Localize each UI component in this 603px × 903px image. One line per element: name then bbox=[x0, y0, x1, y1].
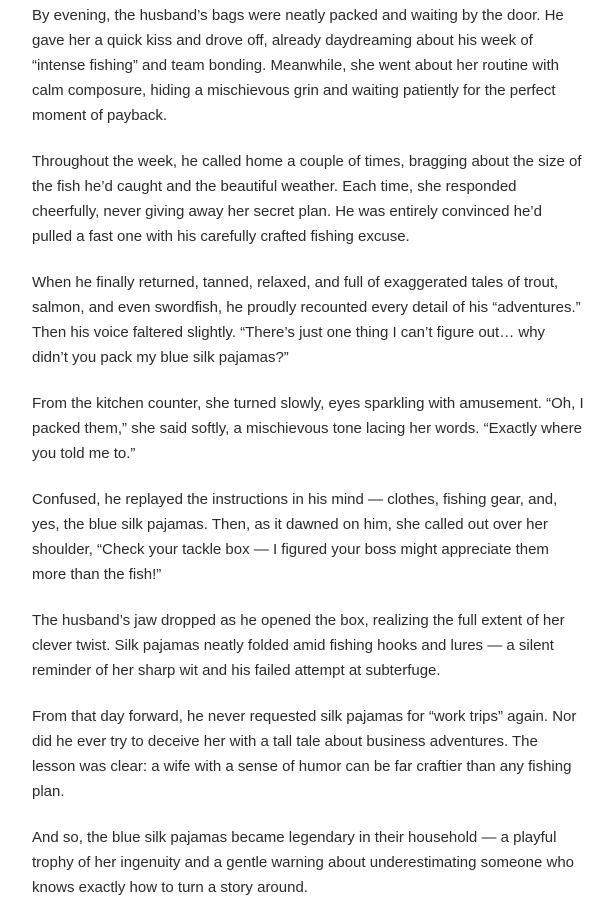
paragraph-4: From the kitchen counter, she turned slowly, eyes sparkling with amusement. “Oh, I packed them,” she said softly, a mischievous tone lacing her words. “Exactly where you told me to.” bbox=[32, 395, 584, 462]
paragraph-3: When he finally returned, tanned, relaxed, and full of exaggerated tales of trout, salmon, and even swordfish, he proudly recounted every detail of his “adventures.” Then his voice faltered slightly. “There’s just one thing I can’t figure out… why didn’t you pack my blue silk pajamas?” bbox=[32, 274, 581, 366]
paragraph-2: Throughout the week, he called home a couple of times, bragging about the size of the fish he’d caught and the beautiful weather. Each time, she responded cheerfully, never giving away her secret plan. He was entirely convinced he’d pulled a fast one with his carefully crafted fishing excuse. bbox=[32, 153, 582, 245]
paragraph-1: By evening, the husband’s bags were neatly packed and waiting by the door. He gave her a quick kiss and drove off, already daydreaming about his week of “intense fishing” and team bonding. Meanwhile, she went about her routine with calm composure, hiding a mischievous grin and waiting patiently for the perfect moment of payback. bbox=[32, 7, 564, 124]
paragraph-8: And so, the blue silk pajamas became legendary in their household — a playful trophy of her ingenuity and a gentle warning about underestimating someone who knows exactly how to turn a story around. bbox=[32, 829, 575, 896]
paragraph-5: Confused, he replayed the instructions in his mind — clothes, fishing gear, and, yes, the blue silk pajamas. Then, as it dawned on him, she called out over her shoulder, “Check your tackle box — I figured your boss might appreciate them more than the fish!” bbox=[32, 491, 558, 583]
paragraph-7: From that day forward, he never requested silk pajamas for “work trips” again. Nor did he ever try to deceive her with a tall tale about business adventures. The lesson was clear: a wife with a sense of humor can be far craftier than any fishing plan. bbox=[32, 708, 577, 800]
paragraph-6: The husband’s jaw dropped as he opened the box, realizing the full extent of her clever twist. Silk pajamas neatly folded amid fishing hooks and lures — a silent reminder of her sharp wit and his failed attempt at subterfuge. bbox=[32, 612, 565, 679]
